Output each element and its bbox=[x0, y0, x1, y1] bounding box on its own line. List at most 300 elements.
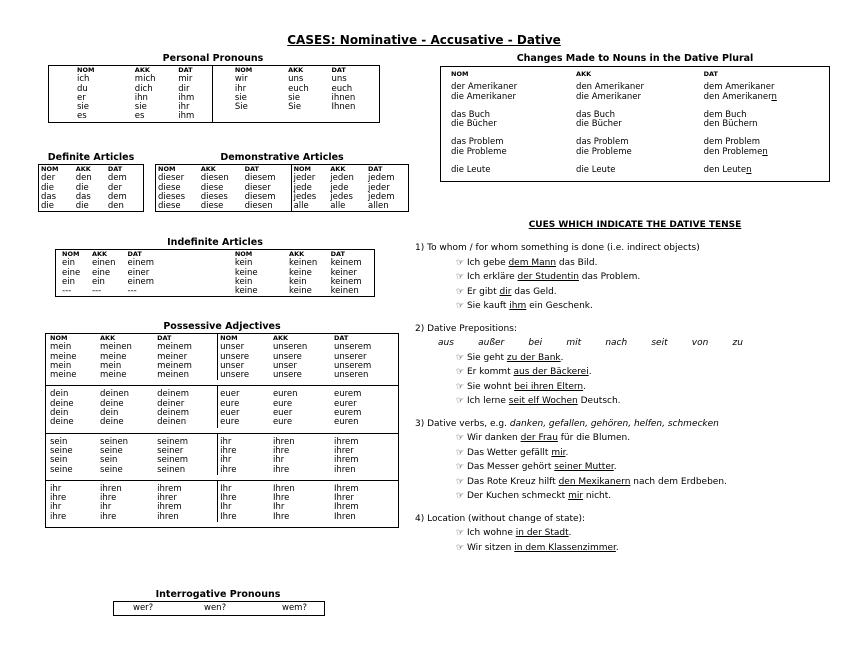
cell: alle bbox=[291, 202, 328, 212]
table-row bbox=[441, 93, 830, 102]
cell: jeder bbox=[368, 182, 390, 193]
interrogative-pronouns-box bbox=[113, 601, 325, 616]
table-row bbox=[39, 174, 144, 183]
noun-form: das Problem bbox=[451, 137, 504, 148]
cell: meinem bbox=[157, 360, 192, 371]
interrogative-nom: wer? bbox=[133, 603, 154, 613]
sentence-part: Sie kauft bbox=[466, 301, 510, 311]
dative-plural-ending: n bbox=[762, 146, 768, 157]
pointing-hand-icon: ☞ bbox=[456, 396, 467, 406]
sentence-part: Deutsch. bbox=[577, 396, 621, 406]
column-header: DAT bbox=[703, 70, 718, 78]
noun-form: die Amerikaner bbox=[576, 91, 642, 102]
sentence-part: Er kommt bbox=[466, 367, 514, 377]
column-header: AKK bbox=[200, 165, 216, 173]
example-sentence bbox=[415, 270, 840, 285]
cell: jede bbox=[291, 184, 328, 193]
pointing-hand-icon: ☞ bbox=[456, 352, 467, 363]
dative-plural-title: Changes Made to Nouns in the Dative Plural bbox=[516, 53, 754, 64]
column-header: DAT bbox=[127, 250, 142, 258]
interrogative-akk: wen? bbox=[204, 603, 227, 613]
pointing-hand-icon: ☞ bbox=[456, 286, 467, 297]
cell bbox=[566, 93, 694, 102]
cell: diese bbox=[200, 201, 224, 212]
table-row bbox=[441, 166, 830, 175]
column-header: NOM bbox=[62, 250, 80, 258]
column-header: DAT bbox=[334, 334, 349, 342]
example-sentence bbox=[415, 365, 840, 380]
cell: deiner bbox=[157, 398, 185, 409]
cell: dem bbox=[107, 173, 127, 184]
noun-form: den Büchern bbox=[703, 119, 758, 130]
cell bbox=[694, 120, 830, 129]
cell: ein bbox=[62, 258, 75, 269]
column-header: AKK bbox=[289, 250, 305, 258]
cell bbox=[286, 112, 329, 122]
table-row bbox=[46, 371, 399, 380]
cue-heading bbox=[415, 322, 840, 337]
dative-phrase: dem Mann bbox=[508, 257, 557, 268]
section-gap bbox=[415, 504, 840, 512]
table-row bbox=[39, 202, 144, 212]
cell: einem bbox=[127, 276, 155, 287]
cell: seinen bbox=[98, 433, 155, 447]
column-header: DAT bbox=[107, 165, 123, 173]
cell: meiner bbox=[157, 351, 188, 362]
cell: ihren bbox=[98, 480, 155, 494]
cell: jeder bbox=[291, 174, 328, 183]
cell: sie bbox=[134, 102, 147, 113]
sentence-part: Das Wetter gefällt bbox=[466, 447, 552, 458]
cell: eurem bbox=[332, 386, 399, 400]
column-header: AKK bbox=[91, 250, 108, 258]
noun-form: dem Amerikaner bbox=[703, 82, 775, 93]
cell bbox=[694, 148, 830, 157]
personal-pronouns-table bbox=[48, 65, 380, 123]
column-header: AKK bbox=[330, 165, 346, 173]
cell: meine bbox=[100, 370, 127, 381]
column-header: NOM bbox=[218, 334, 271, 344]
cell bbox=[441, 120, 567, 129]
cell: ihnen bbox=[331, 92, 356, 103]
cell: dein bbox=[100, 408, 119, 419]
cell: ihren bbox=[157, 511, 179, 522]
dative-phrase: seit elf Wochen bbox=[508, 396, 578, 406]
sentence-part: Ich erkläre bbox=[466, 272, 518, 282]
cell: uns bbox=[288, 74, 304, 85]
indefinite-articles-table bbox=[55, 249, 375, 297]
cue-heading bbox=[415, 417, 840, 432]
cell: die bbox=[75, 201, 89, 212]
cell: keine bbox=[234, 286, 258, 297]
cell: seinem bbox=[157, 455, 189, 466]
cell: den bbox=[107, 201, 124, 212]
column-header: NOM bbox=[291, 165, 328, 175]
example-sentence bbox=[415, 351, 840, 366]
cell: seine bbox=[50, 464, 73, 475]
column-header: AKK bbox=[288, 66, 304, 74]
dative-phrase: dir bbox=[499, 286, 512, 297]
example-sentence bbox=[415, 526, 840, 541]
cell: dein bbox=[46, 386, 99, 400]
cell: Ihrem bbox=[332, 480, 399, 494]
sentence-part: Wir sitzen bbox=[466, 542, 515, 553]
pointing-hand-icon: ☞ bbox=[456, 491, 467, 501]
dative-phrase: in dem Klassenzimmer bbox=[514, 542, 616, 553]
cell bbox=[566, 166, 694, 175]
cell: ich bbox=[77, 74, 90, 85]
cell: Ihre bbox=[272, 493, 290, 504]
pointing-hand-icon: ☞ bbox=[456, 528, 467, 538]
dative-phrase: der Frau bbox=[520, 433, 558, 443]
cue-heading-text: 4) Location (without change of state): bbox=[415, 513, 586, 524]
cell: diesem bbox=[244, 191, 276, 202]
pointing-hand-icon: ☞ bbox=[456, 257, 467, 268]
cell: unsere bbox=[218, 353, 271, 362]
dative-phrase: der Studentin bbox=[517, 272, 579, 282]
sentence-part: Ich lerne bbox=[466, 396, 509, 406]
cell: uns bbox=[331, 74, 347, 85]
table-row bbox=[46, 386, 399, 400]
table-row bbox=[49, 85, 380, 94]
dative-phrase: in der Stadt bbox=[515, 528, 569, 538]
definite-articles-table bbox=[38, 164, 144, 212]
preposition: bei bbox=[528, 338, 543, 348]
interrogative-dat: wem? bbox=[282, 603, 307, 613]
cell: ihrem bbox=[155, 480, 218, 494]
noun-form: der Amerikaner bbox=[451, 82, 518, 93]
cell: seiner bbox=[157, 445, 184, 456]
noun-form: dem Problem bbox=[703, 137, 760, 148]
sentence-part: nach dem Erdbeben. bbox=[630, 476, 727, 487]
cell: ihr bbox=[46, 480, 99, 494]
sentence-part: Ich wohne bbox=[466, 528, 516, 538]
sentence-part: Das Messer gehört bbox=[466, 462, 555, 472]
cue-heading-text: 1) To whom / for whom something is done (i.e. indirect objects) bbox=[415, 243, 700, 253]
cell: dir bbox=[178, 83, 190, 94]
cell: sein bbox=[50, 455, 68, 466]
table-row bbox=[49, 75, 380, 84]
cell: ihrer bbox=[334, 445, 354, 456]
sentence-part: das Problem. bbox=[578, 272, 641, 282]
cell: keine bbox=[289, 286, 312, 297]
dative-phrase: aus der Bäckerei bbox=[513, 367, 589, 377]
cell: euer bbox=[272, 408, 293, 419]
column-header: AKK bbox=[576, 70, 592, 78]
preposition: von bbox=[691, 338, 709, 348]
sentence-part: Er gibt bbox=[466, 286, 500, 297]
table-row bbox=[46, 418, 399, 427]
cell: eine bbox=[62, 267, 81, 278]
cell: ihre bbox=[218, 466, 271, 475]
cell: Sie bbox=[212, 103, 286, 112]
cell: deine bbox=[100, 417, 124, 428]
cell: Ihr bbox=[218, 503, 271, 512]
example-sentence bbox=[415, 541, 840, 556]
cell: seine bbox=[100, 445, 123, 456]
cell: ihr bbox=[272, 455, 285, 466]
group-spacer bbox=[441, 175, 830, 182]
noun-form: die Bücher bbox=[451, 119, 497, 130]
table-row bbox=[39, 193, 144, 202]
noun-form: das Problem bbox=[576, 137, 629, 148]
indefinite-articles-title: Indefinite Articles bbox=[167, 237, 263, 248]
cell: sie bbox=[212, 94, 286, 103]
cell bbox=[566, 120, 694, 129]
cell: dem bbox=[107, 191, 127, 202]
cell: Ihre bbox=[218, 494, 271, 503]
table-row bbox=[46, 466, 399, 475]
cell: kein bbox=[289, 276, 307, 287]
cell: deine bbox=[100, 398, 124, 409]
cell: unser bbox=[272, 360, 297, 371]
example-sentence bbox=[415, 299, 840, 314]
group-spacer bbox=[441, 157, 830, 166]
cell bbox=[441, 166, 567, 175]
cell: mir bbox=[178, 74, 193, 85]
cell: dein bbox=[50, 408, 69, 419]
cell: Ihren bbox=[271, 480, 332, 494]
cell: alle bbox=[330, 201, 346, 212]
column-header: NOM bbox=[212, 66, 286, 76]
cell: euch bbox=[331, 83, 353, 94]
sentence-part: Wir danken bbox=[466, 433, 521, 443]
cell: euer bbox=[218, 386, 271, 400]
cell: diese bbox=[200, 182, 224, 193]
example-sentence bbox=[415, 380, 840, 395]
sentence-part: nicht. bbox=[583, 491, 612, 501]
cell: diesen bbox=[244, 201, 273, 212]
cell: einen bbox=[91, 258, 116, 269]
dative-phrase: mir bbox=[568, 491, 584, 501]
cell: diesen bbox=[200, 173, 229, 184]
definite-articles-title: Definite Articles bbox=[47, 152, 135, 163]
cell: euer bbox=[218, 409, 271, 418]
cell: die bbox=[41, 201, 54, 212]
column-header: NOM bbox=[234, 250, 253, 258]
cell: sein bbox=[100, 455, 118, 466]
noun-form: die Probleme bbox=[451, 146, 507, 157]
cell: Ihnen bbox=[331, 102, 356, 113]
cell: jedem bbox=[368, 173, 395, 184]
table-row bbox=[56, 278, 375, 287]
cell: sie bbox=[288, 92, 301, 103]
cell: unserer bbox=[334, 351, 367, 362]
cell: keine bbox=[289, 267, 312, 278]
pointing-hand-icon: ☞ bbox=[456, 367, 467, 377]
cell: ihre bbox=[50, 493, 67, 504]
pointing-hand-icon: ☞ bbox=[456, 272, 467, 282]
dative-prepositions bbox=[415, 336, 743, 351]
cell: dich bbox=[134, 83, 153, 94]
example-sentence bbox=[415, 285, 840, 300]
cell: ihre bbox=[100, 511, 117, 522]
cell: eure bbox=[272, 417, 293, 428]
cell: Ihr bbox=[272, 502, 285, 513]
cue-heading-text: 3) Dative verbs, e.g. bbox=[415, 418, 510, 429]
cell: eure bbox=[272, 398, 293, 409]
cell bbox=[694, 166, 830, 175]
column-header: NOM bbox=[77, 66, 95, 74]
cell: ihm bbox=[178, 92, 195, 103]
cell: Ihr bbox=[218, 480, 271, 494]
cell: einer bbox=[127, 267, 150, 278]
cell: mein bbox=[50, 342, 72, 353]
noun-form: den Amerikaner bbox=[703, 91, 772, 102]
table-row bbox=[49, 112, 380, 122]
section-gap bbox=[415, 409, 840, 417]
cell: mein bbox=[100, 360, 122, 371]
dative-plural-ending: n bbox=[746, 165, 752, 176]
example-sentence bbox=[415, 475, 840, 490]
column-header: AKK bbox=[272, 334, 289, 342]
cell: jedes bbox=[291, 193, 328, 202]
cell: keine bbox=[234, 267, 258, 278]
cell: meinen bbox=[157, 370, 189, 381]
cell: ihm bbox=[178, 111, 195, 122]
cell: wir bbox=[212, 75, 286, 84]
interrogative-pronouns-title: Interrogative Pronouns bbox=[155, 589, 281, 600]
sentence-part: Das Rote Kreuz hilft bbox=[466, 476, 559, 487]
cues-list bbox=[415, 241, 840, 555]
cue-heading bbox=[415, 241, 840, 256]
cell: Ihre bbox=[272, 511, 290, 522]
cell: keinen bbox=[330, 286, 359, 297]
pointing-hand-icon: ☞ bbox=[456, 433, 467, 443]
cell: keiner bbox=[330, 267, 357, 278]
cell: jede bbox=[330, 182, 349, 193]
cell: meine bbox=[50, 351, 77, 362]
cell: ihr bbox=[212, 85, 286, 94]
cell bbox=[441, 148, 567, 157]
cell: ihr bbox=[50, 502, 62, 513]
demonstrative-articles-title: Demonstrative Articles bbox=[220, 152, 344, 163]
preposition: außer bbox=[478, 338, 505, 348]
sentence-part: . bbox=[565, 447, 569, 458]
cell: keinen bbox=[289, 258, 318, 269]
cell: ihrem bbox=[332, 433, 399, 447]
cell: sie bbox=[77, 102, 90, 113]
cell: ein bbox=[91, 276, 105, 287]
table-row bbox=[46, 513, 399, 522]
cell: meinem bbox=[157, 342, 192, 353]
cell: ihren bbox=[271, 433, 332, 447]
cell: seine bbox=[50, 445, 73, 456]
cell: keinem bbox=[330, 276, 362, 287]
cell: meine bbox=[50, 370, 77, 381]
cell: das bbox=[75, 191, 91, 202]
cell: unsere bbox=[218, 371, 271, 380]
table-row bbox=[49, 103, 380, 112]
column-header: DAT bbox=[244, 165, 259, 173]
cell: ihn bbox=[134, 92, 148, 103]
dative-phrase: zu der Bank bbox=[506, 352, 561, 363]
noun-form: dem Buch bbox=[703, 109, 747, 120]
cell: deinem bbox=[155, 386, 218, 400]
noun-form: die Amerikaner bbox=[451, 91, 516, 102]
cell: ihrem bbox=[334, 455, 359, 466]
preposition: zu bbox=[732, 338, 743, 348]
cell: kein bbox=[234, 258, 253, 269]
cell: deinen bbox=[157, 417, 187, 428]
sentence-part: Ich gebe bbox=[466, 257, 509, 268]
cues-title: CUES WHICH INDICATE THE DATIVE TENSE bbox=[528, 220, 742, 230]
sentence-part: ein Geschenk. bbox=[526, 301, 593, 311]
column-header: AKK bbox=[100, 334, 116, 342]
preposition: mit bbox=[566, 338, 582, 348]
cell: deinen bbox=[98, 386, 155, 400]
dative-plural-table bbox=[440, 66, 830, 182]
cell: keinem bbox=[330, 258, 362, 269]
cell: jedes bbox=[330, 191, 353, 202]
cell: dieser bbox=[158, 173, 185, 184]
dative-phrase: ihm bbox=[509, 301, 527, 311]
column-header: DAT bbox=[178, 66, 193, 74]
noun-form: die Leute bbox=[576, 165, 616, 176]
cell: ihre bbox=[272, 445, 290, 456]
cell: es bbox=[77, 111, 87, 122]
column-header: NOM bbox=[50, 334, 68, 342]
cell: meinen bbox=[100, 342, 132, 353]
cell: --- bbox=[91, 286, 102, 297]
cell: dieses bbox=[200, 191, 228, 202]
table-row bbox=[49, 94, 380, 103]
table-row bbox=[441, 111, 830, 120]
cell: Ihrer bbox=[334, 493, 354, 504]
noun-form: den Leute bbox=[703, 165, 747, 176]
cell: Ihrem bbox=[334, 502, 359, 513]
group-spacer bbox=[441, 102, 830, 111]
cell: unser bbox=[218, 362, 271, 371]
example-sentence bbox=[415, 256, 840, 271]
preposition: seit bbox=[651, 338, 668, 348]
cell: ihr bbox=[218, 456, 271, 465]
cell: ihre bbox=[100, 493, 117, 504]
cell: kein bbox=[234, 276, 253, 287]
noun-form: den Probleme bbox=[703, 146, 763, 157]
cell bbox=[566, 148, 694, 157]
cell: diese bbox=[158, 201, 181, 212]
column-header: DAT bbox=[157, 334, 172, 342]
cell: Ihre bbox=[218, 513, 271, 522]
sentence-part: das Geld. bbox=[511, 286, 557, 297]
cell: du bbox=[77, 83, 88, 94]
cell: unser bbox=[218, 343, 271, 352]
dative-phrase: seiner Mutter bbox=[554, 462, 614, 472]
sentence-part: Der Kuchen schmeckt bbox=[466, 491, 569, 501]
example-sentence bbox=[415, 431, 840, 446]
noun-form: das Buch bbox=[451, 109, 491, 120]
cell: er bbox=[77, 92, 86, 103]
sentence-part: das Bild. bbox=[556, 257, 598, 268]
cell: eure bbox=[218, 400, 271, 409]
group-spacer bbox=[46, 522, 399, 528]
pointing-hand-icon: ☞ bbox=[456, 447, 467, 458]
cell: --- bbox=[62, 286, 72, 297]
cell: einem bbox=[127, 258, 155, 269]
column-header: NOM bbox=[451, 70, 469, 78]
cell: mich bbox=[134, 74, 156, 85]
preposition: nach bbox=[605, 338, 628, 348]
noun-form: die Probleme bbox=[576, 146, 632, 157]
table-row bbox=[441, 120, 830, 129]
dative-phrase: mir bbox=[551, 447, 566, 458]
cell: unseren bbox=[272, 342, 308, 353]
table-row bbox=[46, 480, 399, 494]
cell: unserem bbox=[334, 360, 372, 371]
example-sentence bbox=[415, 460, 840, 475]
cell: diesem bbox=[244, 173, 276, 184]
